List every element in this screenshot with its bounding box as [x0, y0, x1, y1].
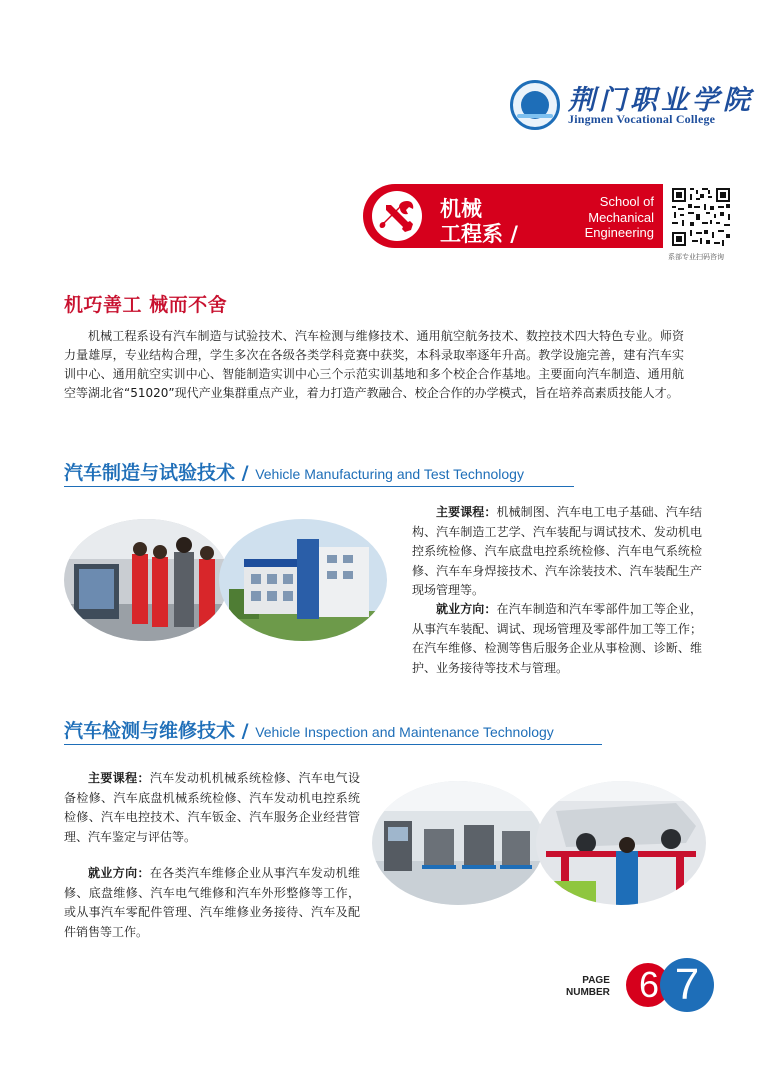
page-number-label — [566, 975, 610, 999]
section-divider — [64, 744, 602, 745]
college-name-cn: 荆门职业学院 — [568, 85, 754, 116]
car-maintenance-photo — [536, 781, 706, 905]
qr-caption: 系部专业扫码咨询 — [668, 253, 724, 261]
section-title — [64, 716, 554, 743]
career-text: 在各类汽车维修企业从事汽车发动机维修、底盘维修、汽车电气维修和汽车外形整修等工作，或从事汽车零配件管理、汽车维修业务接待、汽车及配件销售等工作。 — [64, 866, 360, 939]
training-building-photo — [219, 519, 387, 641]
college-logo-emblem — [510, 80, 560, 130]
students-training-photo — [64, 519, 229, 641]
qr-code[interactable] — [670, 186, 732, 248]
career-label: 就业方向： — [88, 866, 150, 880]
section-title — [64, 458, 524, 485]
career-label: 就业方向： — [436, 602, 497, 616]
page-label-line1: PAGE — [582, 975, 610, 986]
section-title-en: Vehicle Inspection and Maintenance Technology — [255, 724, 554, 740]
department-motto: 机巧善工 械而不舍 — [64, 294, 228, 316]
wrench-screwdriver-icon — [372, 191, 422, 241]
section-courses — [64, 769, 360, 847]
page-digit-ones: 7 — [674, 960, 700, 1009]
career-text: 在汽车制造和汽车零部件加工等企业，从事汽车装配、调试、现场管理及零部件加工等工作；在汽车维修、检测等售后服务企业从事检测、诊断、维护、业务接待等技术与管理。 — [412, 602, 702, 675]
department-name-cn-line1: 机械 — [440, 197, 482, 221]
engine-workshop-photo — [372, 781, 544, 905]
section-divider — [64, 486, 574, 487]
section-title-en: Vehicle Manufacturing and Test Technology — [255, 466, 524, 482]
department-intro: 机械工程系设有汽车制造与试验技术、汽车检测与维修技术、通用航空航务技术、数控技术四大特色专业。师资力量雄厚，专业结构合理，学生多次在各级各类学科竞赛中获奖，本科录取率逐年升高。教学设施完善，建有汽车实训中心、通用航空实训中心、智能制造实训中心三个示范实训基地和多个校企合作基地。主要面向汽车制造、通用航空等湖北省“51020”现代产业集群重点产业，着力打造产教融合、校企合作的办学模式，旨在培养高素质技能人才。 — [64, 329, 684, 400]
courses-text: 机械制图、汽车电工电子基础、汽车结构、汽车制造工艺学、汽车装配与调试技术、发动机电控系统检修、汽车底盘电控系统检修、汽车电气系统检修、汽车车身焊接技术、汽车涂装技术、汽车装配生产现场管理等。 — [412, 505, 702, 597]
page-digit-tens: 6 — [638, 964, 660, 1005]
section-title-cn: 汽车制造与试验技术 / — [64, 462, 249, 484]
section-courses — [412, 503, 702, 601]
courses-label: 主要课程： — [436, 505, 497, 519]
college-name-en: Jingmen Vocational College — [568, 112, 716, 126]
section-career — [64, 864, 360, 942]
section-career — [412, 600, 702, 678]
page-label-line2: NUMBER — [566, 987, 610, 998]
section-title-cn: 汽车检测与维修技术 / — [64, 720, 249, 742]
courses-label: 主要课程： — [88, 771, 150, 785]
department-name-en: School of Mechanical Engineering — [584, 194, 654, 240]
department-name-cn-line2: 工程系 / — [440, 222, 518, 246]
courses-text: 汽车发动机机械系统检修、汽车电气设备检修、汽车底盘机械系统检修、汽车发动机电控系统检修、汽车电控技术、汽车钣金、汽车服务企业经营管理、汽车鉴定与评估等。 — [64, 771, 360, 844]
